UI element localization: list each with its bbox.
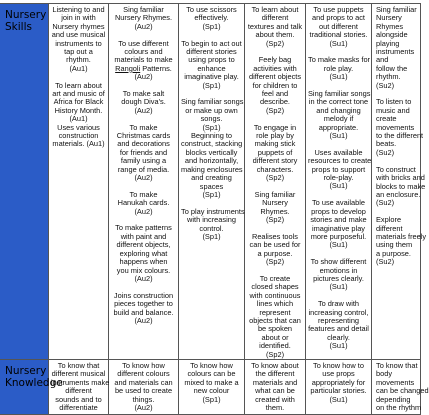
cell-text-line: To use different: [118, 38, 169, 48]
cell-text-line: Uses various: [57, 122, 100, 132]
cell-text-line: (Sp1): [202, 122, 221, 132]
cell-text-line: rhythm.: [66, 55, 91, 65]
cell-text-line: To make masks for: [308, 55, 371, 65]
cell-text-line: can be changed: [376, 386, 429, 396]
cell-text-line: create: [376, 114, 397, 124]
cell-text-line: (Su1): [329, 38, 348, 48]
cell-text-line: dough Diva's.: [121, 97, 166, 107]
cell-text-line: traditional stories.: [309, 30, 368, 40]
row-heading-line: Knowledge: [5, 376, 63, 389]
cell-text-line: imaginative play.: [184, 72, 239, 82]
cell-text-line: (Au2): [134, 173, 153, 183]
cell-text-line: differentiate: [59, 403, 98, 413]
cell-text-line: instruments to: [55, 38, 102, 48]
cell-text-line: out different: [319, 21, 358, 31]
cell-text-line: different musical: [51, 369, 106, 379]
cell-text-line: (Su2): [376, 257, 395, 267]
cell-text-line: (Sp1): [202, 394, 221, 404]
cell-text-line: enhance: [197, 63, 226, 73]
cell-text-line: using props to: [188, 55, 235, 65]
cell-text-line: Uses available: [314, 147, 363, 157]
cell-text-line: a purpose.: [376, 248, 411, 258]
cell-text-line: To learn about: [55, 80, 102, 90]
cell-text-line: To make: [129, 122, 158, 132]
cell-text-line: Realises tools: [251, 231, 298, 241]
cell-text-line: them.: [265, 403, 285, 413]
cell-text-line: songs.: [200, 114, 223, 124]
cell-text-line: Nursery: [262, 198, 288, 208]
cell-text-line: beats.: [376, 139, 397, 149]
cell-text-line: Joins construction: [113, 290, 174, 300]
cell-text-line: (Su1): [329, 282, 348, 292]
cell-text-line: blocks vertically: [185, 147, 238, 157]
cell-text-line: family using a: [120, 156, 167, 166]
cell-text-line: with continuous: [249, 290, 301, 300]
cell-text-line: spaces: [199, 181, 224, 191]
table-row: [0, 4, 421, 360]
cell-text-line: To play instruments: [181, 206, 245, 216]
table-cell: [179, 4, 245, 360]
table-cell: [306, 4, 372, 360]
cell-text-line: (Su1): [329, 240, 348, 250]
cell-text-line: Sing familiar: [376, 5, 417, 14]
cell-text-line: To know that: [57, 360, 100, 370]
cell-text-line: (Sp2): [265, 173, 285, 183]
cell-text-line: different: [376, 223, 403, 233]
cell-text-line: (Su1): [329, 131, 348, 141]
cell-text-line: To make salt: [122, 89, 165, 99]
table-cell: [179, 359, 245, 414]
cell-text-line: To listen to: [376, 97, 412, 107]
cell-text-line: music and: [376, 105, 410, 115]
cell-text-line: To know about: [251, 360, 299, 370]
cell-text-line: To construct: [376, 164, 416, 174]
cell-text-line: appropriately for: [311, 377, 366, 387]
cell-text-line: textures and talk: [247, 21, 303, 31]
cell-text-line: join in with: [61, 13, 96, 23]
row-heading-line: Nursery: [5, 364, 47, 377]
cell-text-line: different stories: [186, 47, 237, 57]
cell-text-line: blocks to make: [376, 181, 426, 191]
cell-text-line: (Au1): [69, 63, 88, 73]
cell-text-line: exploring what: [119, 248, 168, 258]
cell-text-line: To use puppets: [313, 5, 364, 14]
cell-text-line: (Su1): [329, 341, 348, 351]
cell-text-line: (Au2): [134, 273, 153, 283]
cell-text-line: (Sp2): [265, 215, 285, 225]
cell-text-line: materials freely: [376, 231, 427, 241]
table-cell: [49, 359, 109, 414]
cell-text-line: (Au2): [134, 72, 153, 82]
cell-text-line: playing: [376, 38, 400, 48]
cell-text-line: and horizontally,: [184, 156, 239, 166]
cell-text-line: To make: [129, 189, 158, 199]
cell-text-line: and materials can: [114, 377, 173, 387]
table-cell: [245, 359, 306, 414]
cell-text-line: the different: [255, 369, 295, 379]
cell-text-line: To create: [259, 273, 291, 283]
cell-text-line: about them.: [255, 30, 295, 40]
cell-text-line: and props to act: [311, 13, 365, 23]
cell-text-line: to the different: [376, 131, 424, 141]
cell-text-line: clearly.: [327, 332, 350, 342]
cell-text-line: lines which: [256, 299, 294, 309]
cell-text-line: Hanukah cards.: [117, 198, 170, 208]
cell-text-line: characters.: [256, 164, 294, 174]
cell-text-line: (Sp2): [265, 349, 285, 359]
cell-text-line: new colour: [193, 386, 230, 396]
row-heading: [0, 359, 63, 414]
cell-text-line: props to develop: [311, 206, 366, 216]
cell-text-line: be used to create: [114, 386, 173, 396]
cell-text-line: construction: [58, 131, 99, 141]
cell-text-line: and decorations: [117, 139, 170, 149]
cell-text-line: (Au2): [134, 315, 153, 325]
cell-text-line: History Month.: [54, 105, 103, 115]
cell-text-line: build and balance.: [113, 307, 174, 317]
cell-text-line: Nursery rhymes: [52, 21, 105, 31]
cell-text-line: follow the: [376, 63, 408, 73]
cell-text-line: movements: [376, 377, 415, 387]
cell-text-line: instruments: [376, 47, 415, 57]
table-cell: [109, 359, 179, 414]
cell-text-line: (Su1): [329, 181, 348, 191]
cell-text-line: rhythm.: [376, 72, 401, 82]
cell-text-line: movements: [376, 122, 415, 132]
cell-text-line: (Sp2): [265, 38, 285, 48]
cell-text-line: tap out a: [64, 47, 93, 57]
cell-text-line: mixed to make a: [184, 377, 239, 387]
cell-text-line: an enclosure.: [376, 189, 421, 199]
cell-text-line: (Su2): [376, 198, 395, 208]
cell-text-line: Rhymes: [376, 21, 404, 31]
cell-text-line: (Su1): [329, 72, 348, 82]
cell-text-line: Sing familiar: [123, 5, 164, 14]
cell-text-line: making stick: [254, 139, 296, 149]
cell-text-line: and: [376, 55, 389, 65]
cell-text-line: you mix colours.: [116, 265, 171, 275]
cell-text-line: pictures clearly.: [313, 273, 364, 283]
cell-text-line: can be used for: [249, 240, 301, 250]
cell-text-line: Africa for Black: [53, 97, 104, 107]
cell-text-line: colours can be: [187, 369, 236, 379]
cell-text-line: To know how: [122, 360, 165, 370]
cell-text-line: Feely bag: [258, 55, 292, 65]
cell-text-line: (Sp1): [202, 21, 221, 31]
cell-text-line: different: [261, 13, 289, 23]
cell-text-line: Nursery Rhymes.: [114, 13, 173, 23]
cell-text-line: appropriate.: [318, 122, 359, 132]
cell-text-line: Beginning to: [190, 131, 233, 141]
cell-text-line: Sing familiar: [254, 189, 296, 199]
cell-text-line: To know how: [190, 360, 233, 370]
cell-text-line: alongside: [376, 30, 408, 40]
cell-text-line: and use musical: [51, 30, 106, 40]
cell-text-line: (Sp1): [202, 231, 221, 241]
cell-text-line: (Au2): [134, 403, 153, 413]
cell-text-line: activities with: [253, 63, 297, 73]
cell-text-line: created with: [255, 394, 295, 404]
cell-text-line: (Au2): [134, 21, 153, 31]
row-heading-line: Skills: [5, 21, 32, 33]
cell-text-line: use props: [322, 369, 355, 379]
cell-text-line: Rhymes.: [260, 206, 290, 216]
cell-text-line: Rangoli Patterns.: [115, 63, 172, 73]
cell-text-line: different colours: [117, 369, 170, 379]
cell-text-line: art and music of: [52, 89, 105, 99]
cell-text-line: To engage in: [253, 122, 297, 132]
cell-text-line: or make up own: [185, 105, 238, 115]
cell-text-line: melody if: [323, 114, 354, 124]
table-row: [0, 359, 421, 414]
cell-text-line: resources to create: [308, 156, 372, 166]
cell-text-line: emotions in: [319, 265, 358, 275]
cell-text-line: To show different: [310, 257, 367, 267]
cell-text-line: Sing familiar songs: [308, 89, 371, 99]
cell-text-line: different objects: [248, 72, 302, 82]
cell-text-line: (Sp1): [202, 189, 221, 199]
curriculum-table-body: [0, 4, 429, 415]
cell-text-line: (Su1): [329, 394, 348, 404]
cell-text-line: on the rhythm: [376, 403, 422, 413]
cell-text-line: increasing control,: [308, 307, 369, 317]
cell-text-line: describe.: [260, 97, 290, 107]
cell-text-line: Nursery: [376, 13, 402, 23]
cell-text-line: (Su2): [376, 147, 395, 157]
cell-text-line: making enclosures: [181, 164, 243, 174]
cell-text-line: different story: [252, 156, 298, 166]
cell-text-line: be spoken: [257, 324, 293, 334]
cell-text-line: different objects,: [116, 240, 171, 250]
cell-text-line: and creating: [191, 173, 232, 183]
cell-text-line: identified.: [259, 341, 291, 351]
cell-text-line: Listening to and: [52, 5, 105, 14]
cell-text-line: representing: [317, 315, 360, 325]
cell-text-line: construct, stacking: [181, 139, 243, 149]
cell-text-line: particular stories.: [310, 386, 367, 396]
cell-text-line: To know that: [376, 360, 418, 370]
cell-text-line: (Au1): [69, 114, 88, 124]
cell-text-line: about or: [261, 332, 289, 342]
cell-text-line: materials to make: [114, 55, 173, 65]
cell-text-line: materials and: [252, 377, 298, 387]
table-cell: [109, 4, 179, 360]
cell-text-line: a purpose.: [257, 248, 293, 258]
cell-text-line: what can be: [255, 386, 295, 396]
cell-text-line: using them: [376, 240, 413, 250]
cell-text-line: with increasing: [187, 215, 236, 225]
cell-text-line: with bricks and: [376, 173, 425, 183]
cell-text-line: role play.: [323, 63, 354, 73]
cell-text-line: (Sp2): [265, 257, 285, 267]
cell-text-line: colours and: [124, 47, 163, 57]
cell-text-line: with paint and: [120, 231, 167, 241]
cell-text-line: materials. (Au1): [52, 139, 105, 149]
cell-text-line: sounds and to: [55, 394, 102, 404]
cell-text-line: range of media.: [117, 164, 170, 174]
cell-text-line: To use scissors: [186, 5, 237, 14]
cell-text-line: To use available: [311, 198, 365, 208]
cell-text-line: Sing familiar songs: [181, 97, 244, 107]
cell-text-line: To draw with: [317, 299, 360, 309]
cell-text-line: for children to: [252, 80, 298, 90]
cell-text-line: control.: [199, 223, 224, 233]
row-heading: [0, 4, 49, 360]
cell-text-line: in the correct tone: [308, 97, 369, 107]
table-cell: [245, 4, 306, 360]
table-cell: [49, 4, 109, 360]
cell-text-line: Christmas cards: [116, 131, 171, 141]
cell-text-line: closed shapes: [251, 282, 299, 292]
cell-text-line: role-play.: [323, 173, 354, 183]
cell-text-line: things.: [132, 394, 155, 404]
cell-text-line: feel and: [261, 89, 289, 99]
cell-text-line: effectively.: [194, 13, 229, 23]
cell-text-line: To make patterns: [115, 223, 172, 233]
cell-text-line: objects that can: [249, 315, 301, 325]
cell-text-line: stories and make: [310, 215, 367, 225]
table-cell: [306, 359, 372, 414]
cell-text-line: To begin to act out: [181, 38, 242, 48]
cell-text-line: props to support: [311, 164, 366, 174]
cell-text-line: represent: [259, 307, 291, 317]
row-heading-line: Nursery: [5, 9, 47, 21]
cell-text-line: features and detail: [308, 324, 369, 334]
cell-text-line: (Sp1): [202, 80, 221, 90]
cell-text-line: body: [376, 369, 393, 379]
table-cell: [372, 4, 427, 360]
cell-text-line: Explore: [376, 215, 402, 225]
cell-text-line: To learn about: [251, 5, 299, 14]
curriculum-table: [0, 3, 429, 415]
cell-text-line: happens when: [119, 257, 168, 267]
cell-text-line: (Sp2): [265, 105, 285, 115]
cell-text-line: and changing: [316, 105, 361, 115]
cell-text-line: (Su2): [376, 80, 395, 90]
cell-text-line: (Au2): [134, 206, 153, 216]
table-cell: [372, 359, 429, 414]
cell-text-line: pieces together to: [114, 299, 173, 309]
cell-text-line: role play by: [256, 131, 294, 141]
cell-text-line: (Au2): [134, 105, 153, 115]
cell-text-line: To know how to: [313, 360, 364, 370]
cell-text-line: more purposeful.: [310, 231, 367, 241]
cell-text-line: puppets of: [257, 147, 293, 157]
cell-text-line: instruments make: [51, 377, 110, 387]
cell-text-line: imaginative play: [312, 223, 365, 233]
cell-text-line: different: [65, 386, 92, 396]
cell-text-line: depending: [376, 394, 411, 404]
cell-text-line: for friends and: [119, 147, 168, 157]
